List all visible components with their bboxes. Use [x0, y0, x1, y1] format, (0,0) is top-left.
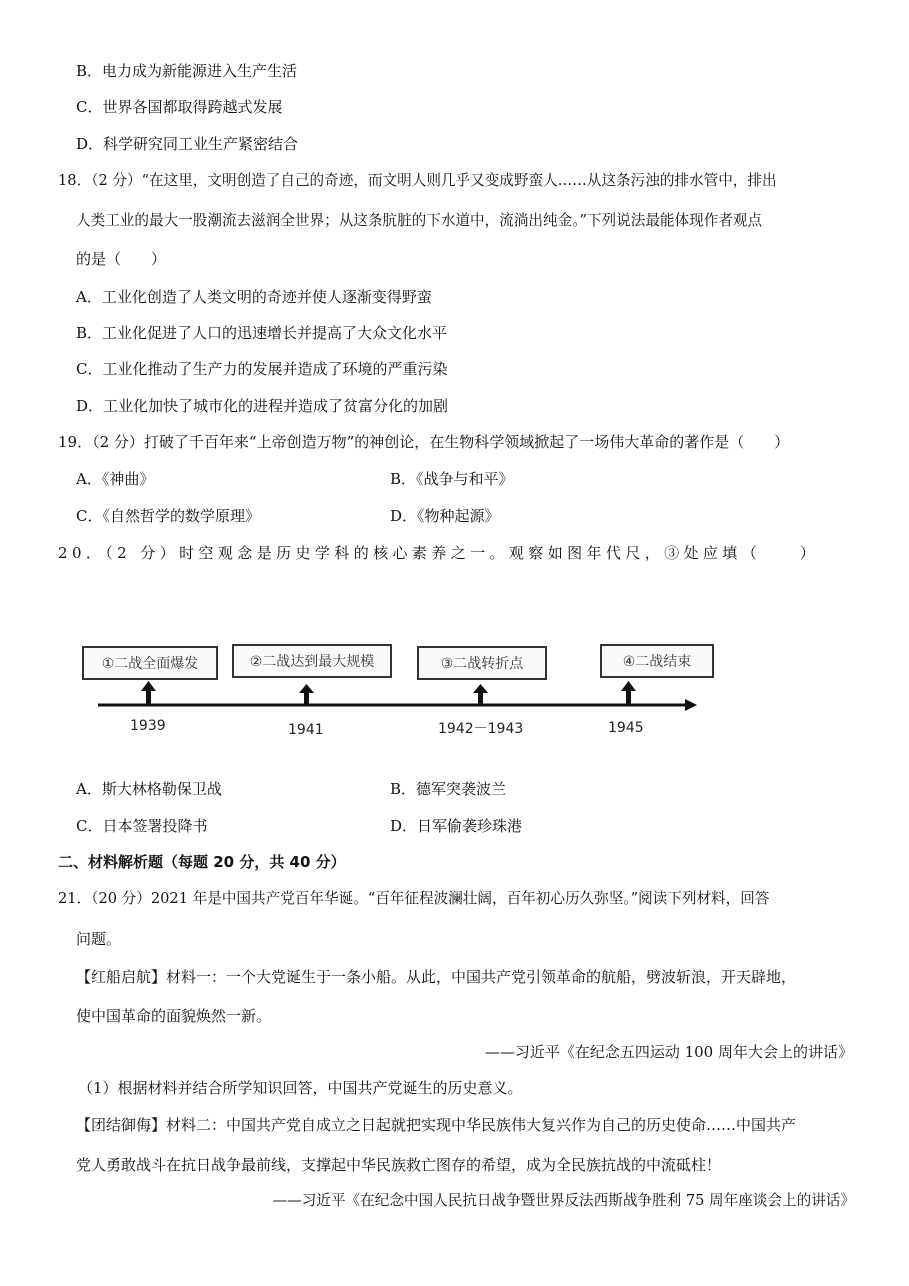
q21-material1-line2: 使中国革命的面貌焕然一新。	[76, 1007, 272, 1025]
section2-title: 二、材料解析题（每题 20 分，共 40 分）	[58, 853, 346, 871]
q18-stem-line2: 人类工业的最大一股潮流去滋润全世界；从这条肮脏的下水道中，流淌出纯金。”下列说法最能体现作者观点	[76, 212, 763, 229]
q18-stem-line1: 18．（2 分）“在这里，文明创造了自己的奇迹，而文明人则几乎又变成野蛮人……从这条污浊的排水管中，排出	[58, 172, 777, 189]
timeline-year-2: 1941	[288, 722, 324, 738]
timeline-arrow-1	[141, 681, 156, 705]
q20-option-d: D．日军偷袭珍珠港	[390, 817, 523, 835]
timeline-year-3: 1942－1943	[438, 721, 524, 737]
timeline-figure	[80, 636, 700, 746]
q18-option-b: B．工业化促进了人口的迅速增长并提高了大众文化水平	[76, 324, 448, 342]
q19-option-c: C．《自然哲学的数学原理》	[76, 507, 260, 525]
q18-option-c: C．工业化推动了生产力的发展并造成了环境的严重污染	[76, 360, 448, 378]
q19-stem: 19．（2 分）打破了千百年来“上帝创造万物”的神创论，在生物科学领域掀起了一场伟大革命的著作是（ ）	[58, 433, 790, 451]
timeline-arrow-4	[621, 681, 636, 705]
q21-stem-line2: 问题。	[76, 930, 122, 948]
q19-option-b: B．《战争与和平》	[390, 470, 514, 488]
timeline-arrow-3	[473, 684, 488, 705]
q17-option-b: B．电力成为新能源进入生产生活	[76, 62, 298, 80]
timeline-event-3-label: ③二战转折点	[440, 656, 524, 672]
q20-option-c: C．日本签署投降书	[76, 817, 208, 835]
timeline-event-4-label: ④二战结束	[622, 654, 692, 670]
q19-option-d: D．《物种起源》	[390, 507, 500, 525]
timeline-event-1-label: ①二战全面爆发	[101, 656, 199, 672]
timeline-arrow-2	[299, 684, 314, 705]
timeline-event-2-label: ②二战达到最大规模	[249, 654, 375, 670]
q17-option-c: C．世界各国都取得跨越式发展	[76, 98, 283, 116]
q21-subquestion-1: （1）根据材料并结合所学知识回答，中国共产党诞生的历史意义。	[78, 1079, 523, 1097]
q19-option-a: A．《神曲》	[76, 470, 155, 488]
q20-stem: 20．（2 分）时空观念是历史学科的核心素养之一。观察如图年代尺，③处应填（ ）	[58, 544, 820, 562]
q18-option-a: A．工业化创造了人类文明的奇迹并使人逐渐变得野蛮	[76, 288, 432, 306]
q21-material1-line1: 【红船启航】材料一：一个大党诞生于一条小船。从此，中国共产党引领革命的航船，劈波斩浪，开天辟地，	[76, 968, 797, 986]
q21-material2-line2: 党人勇敢战斗在抗日战争最前线，支撑起中华民族救亡图存的希望，成为全民族抗战的中流砥柱！	[76, 1156, 722, 1174]
q20-option-b: B．德军突袭波兰	[390, 780, 507, 798]
q18-stem-line3: 的是（ ）	[76, 250, 167, 268]
timeline-axis-arrowhead	[685, 699, 697, 711]
q17-option-d: D．科学研究同工业生产紧密结合	[76, 135, 299, 153]
q21-material1-source: ——习近平《在纪念五四运动 100 周年大会上的讲话》	[484, 1043, 853, 1061]
timeline-year-1: 1939	[130, 718, 166, 734]
q21-stem-line1: 21．（20 分）2021 年是中国共产党百年华诞。“百年征程波澜壮阔，百年初心历久弥坚。”阅读下列材料，回答	[58, 890, 770, 907]
timeline-axis	[80, 636, 700, 746]
q21-material2-line1: 【团结御侮】材料二：中国共产党自成立之日起就把实现中华民族伟大复兴作为自己的历史使命……中国共产	[76, 1116, 797, 1134]
q21-material2-source: ——习近平《在纪念中国人民抗日战争暨世界反法西斯战争胜利 75 周年座谈会上的讲话》	[272, 1192, 855, 1209]
q20-option-a: A．斯大林格勒保卫战	[76, 780, 222, 798]
timeline-year-4: 1945	[608, 720, 644, 736]
q18-option-d: D．工业化加快了城市化的进程并造成了贫富分化的加剧	[76, 397, 449, 415]
